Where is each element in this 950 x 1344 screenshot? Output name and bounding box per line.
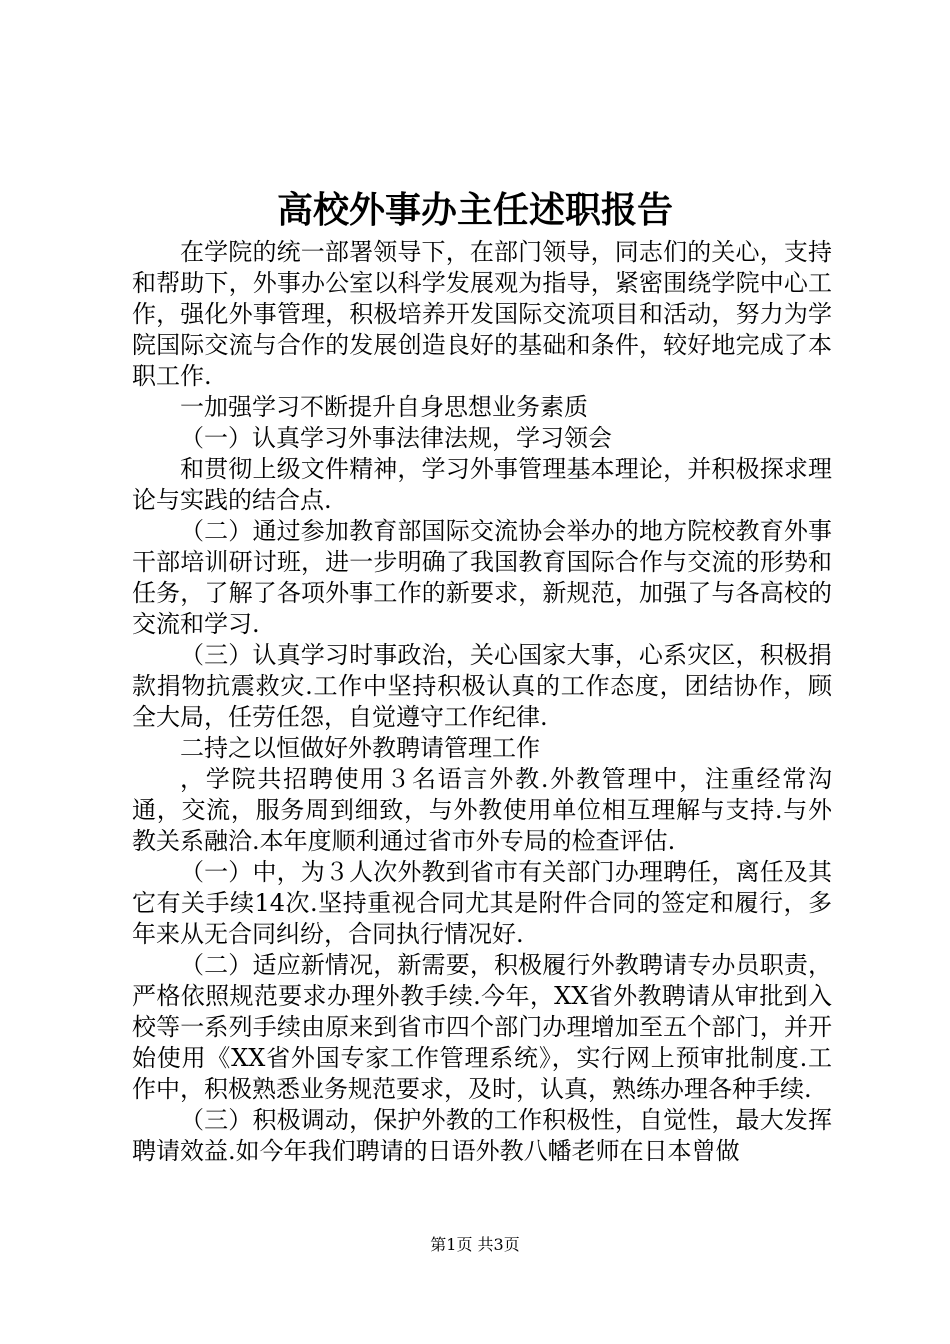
paragraph-1-3: （三）认真学习时事政治，关心国家大事，心系灾区，积极捐款捐物抗震救灾.工作中坚持积极认真的工作态度，团结协作，顾全大局，任劳任怨，自觉遵守工作纪律. — [132, 641, 832, 731]
paragraph-1-2: （二）通过参加教育部国际交流协会举办的地方院校教育外事干部培训研讨班，进一步明确了我国教育国际合作与交流的形势和任务，了解了各项外事工作的新要求，新规范，加强了与各高校的交流和学习. — [132, 517, 832, 638]
section-heading-2: 二持之以恒做好外教聘请管理工作 — [180, 734, 540, 762]
document-title: 高校外事办主任述职报告 — [276, 189, 673, 231]
paragraph-2-1: （一）中，为３人次外教到省市有关部门办理聘任，离任及其它有关手续14次.坚持重视合同尤其是附件合同的签定和履行，多年来从无合同纠纷，合同执行情况好. — [132, 858, 832, 948]
paragraph-1-1: （一）认真学习外事法律法规，学习领会 — [180, 424, 612, 452]
paragraph-2-3: （三）积极调动，保护外教的工作积极性，自觉性，最大发挥聘请效益.如今年我们聘请的日语外教八幡老师在日本曾做 — [132, 1106, 832, 1165]
section-heading-1: 一加强学习不断提升自身思想业务素质 — [180, 393, 588, 421]
document-body — [132, 237, 832, 1167]
paragraph-2-2: （二）适应新情况，新需要，积极履行外教聘请专办员职责，严格依照规范要求办理外教手续.今年，XX省外教聘请从审批到入校等一系列手续由原来到省市四个部门办理增加至五个部门，并开始使用《XX省外国专家工作管理系统》，实行网上预审批制度.工作中，积极熟悉业务规范要求，及时，认真，熟练办理各种手续. — [132, 951, 832, 1103]
paragraph-1-1-cont: 和贯彻上级文件精神，学习外事管理基本理论，并积极探求理论与实践的结合点. — [132, 455, 832, 514]
paragraph-intro: 在学院的统一部署领导下，在部门领导，同志们的关心，支持和帮助下，外事办公室以科学发展观为指导，紧密围绕学院中心工作，强化外事管理，积极培养开发国际交流项目和活动，努力为学院国际交流与合作的发展创造良好的基础和条件，较好地完成了本职工作. — [132, 238, 832, 390]
page-footer: 第1页 共3页 — [430, 1235, 520, 1254]
paragraph-2-intro: ，学院共招聘使用３名语言外教.外教管理中，注重经常沟通，交流，服务周到细致，与外教使用单位相互理解与支持.与外教关系融洽.本年度顺利通过省市外专局的检查评估. — [132, 765, 832, 855]
